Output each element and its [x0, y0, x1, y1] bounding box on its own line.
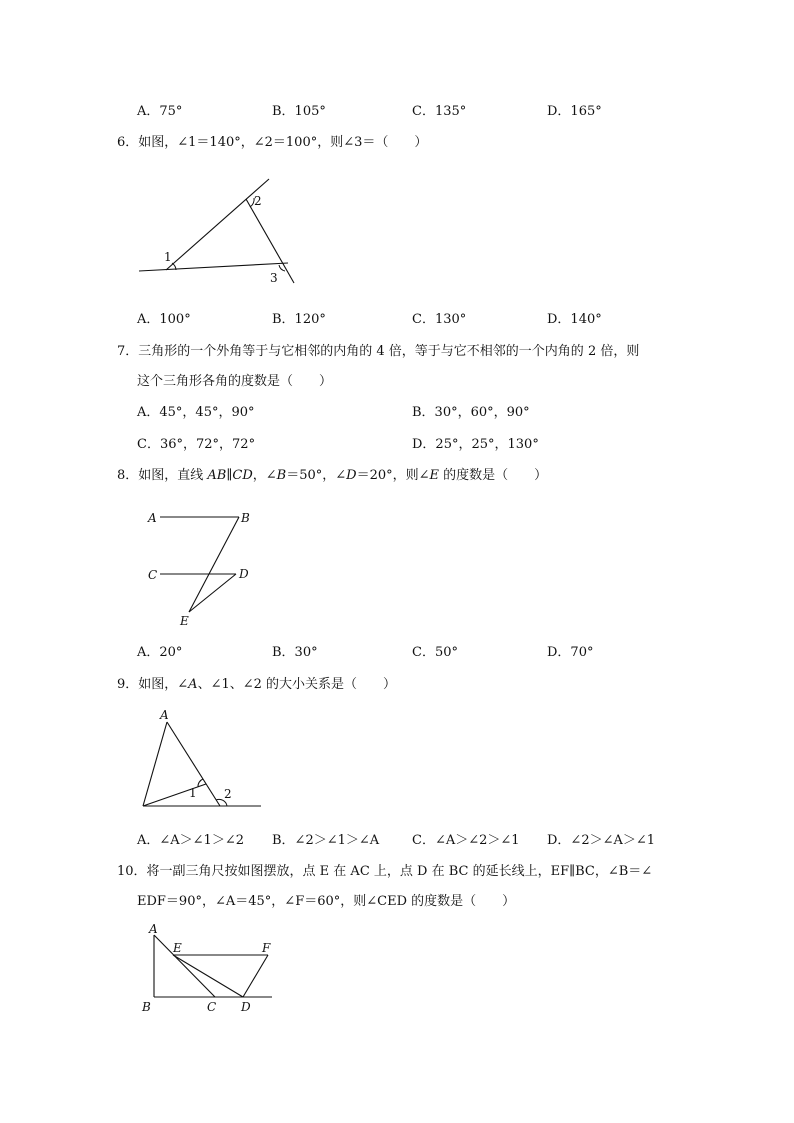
- q7-stem-line2: 这个三角形各角的度数是（ ）: [137, 374, 333, 389]
- q6-option-c: C．130°: [412, 312, 467, 327]
- q8-label-e: E: [180, 614, 189, 628]
- q10-line-ac: [154, 935, 215, 997]
- q8-stem: 8．如图，直线 AB∥CD，∠B＝50°，∠D＝20°，则∠E 的度数是（ ）: [117, 468, 548, 483]
- q9-label-1: 1: [189, 786, 197, 800]
- q9-side-left: [143, 722, 167, 806]
- q6-label-3: 3: [270, 271, 278, 285]
- q10-label-b: B: [142, 1000, 151, 1014]
- q10-line-ed: [173, 955, 243, 997]
- q9-stem: 9．如图，∠A、∠1、∠2 的大小关系是（ ）: [117, 677, 397, 692]
- q9-option-c: C．∠A＞∠2＞∠1: [412, 833, 520, 848]
- q6-figure: [130, 170, 310, 290]
- q10-line-fd: [243, 955, 268, 997]
- q6-option-d: D．140°: [547, 312, 602, 327]
- q7-stem-line1: 7．三角形的一个外角等于与它相邻的内角的 4 倍，等于与它不相邻的一个内角的 2 倍，则: [117, 344, 640, 359]
- q10-label-f: F: [262, 941, 271, 955]
- q5-option-b: B．105°: [272, 104, 326, 119]
- q9-option-d: D．∠2＞∠A＞∠1: [547, 833, 656, 848]
- q7-option-a: A．45°，45°，90°: [137, 405, 255, 420]
- q8-label-c: C: [148, 568, 158, 582]
- q9-label-2: 2: [224, 787, 232, 801]
- q8-option-d: D．70°: [547, 645, 594, 660]
- q9-figure: [135, 705, 270, 813]
- q10-label-e: E: [173, 941, 182, 955]
- q8-option-a: A．20°: [137, 645, 183, 660]
- q7-option-b: B．30°，60°，90°: [412, 405, 530, 420]
- q8-figure: [140, 505, 270, 630]
- q6-left-side: [166, 179, 269, 270]
- q9-label-a: A: [160, 708, 169, 722]
- q10-label-c: C: [207, 1000, 217, 1014]
- q6-label-1: 1: [164, 250, 172, 264]
- q9-option-b: B．∠2＞∠1＞∠A: [272, 833, 380, 848]
- q6-base-line: [139, 263, 288, 271]
- q8-label-b: B: [241, 511, 250, 525]
- q8-line-be: [189, 517, 239, 612]
- q5-option-c: C．135°: [412, 104, 467, 119]
- q8-option-b: B．30°: [272, 645, 318, 660]
- q10-label-a: A: [149, 922, 158, 936]
- q10-label-d: D: [241, 1000, 251, 1014]
- q6-option-a: A．100°: [137, 312, 191, 327]
- q10-stem-line2: EDF＝90°，∠A＝45°，∠F＝60°，则∠CED 的度数是（ ）: [137, 894, 516, 909]
- q8-label-a: A: [148, 511, 157, 525]
- q5-option-d: D．165°: [547, 104, 602, 119]
- q6-label-2: 2: [254, 194, 262, 208]
- q8-option-c: C．50°: [412, 645, 458, 660]
- q8-line-de: [189, 574, 236, 612]
- q6-stem: 6．如图，∠1＝140°，∠2＝100°，则∠3＝（ ）: [117, 135, 428, 150]
- q10-stem-line1: 10．将一副三角尺按如图摆放，点 E 在 AC 上，点 D 在 BC 的延长线上，EF∥BC，∠B＝∠: [117, 864, 653, 879]
- q9-option-a: A．∠A＞∠1＞∠2: [137, 833, 244, 848]
- q7-option-d: D．25°，25°，130°: [412, 437, 539, 452]
- q10-figure: [135, 920, 285, 1020]
- q7-option-c: C．36°，72°，72°: [137, 437, 256, 452]
- q6-option-b: B．120°: [272, 312, 326, 327]
- q5-option-a: A．75°: [137, 104, 183, 119]
- q8-label-d: D: [239, 567, 249, 581]
